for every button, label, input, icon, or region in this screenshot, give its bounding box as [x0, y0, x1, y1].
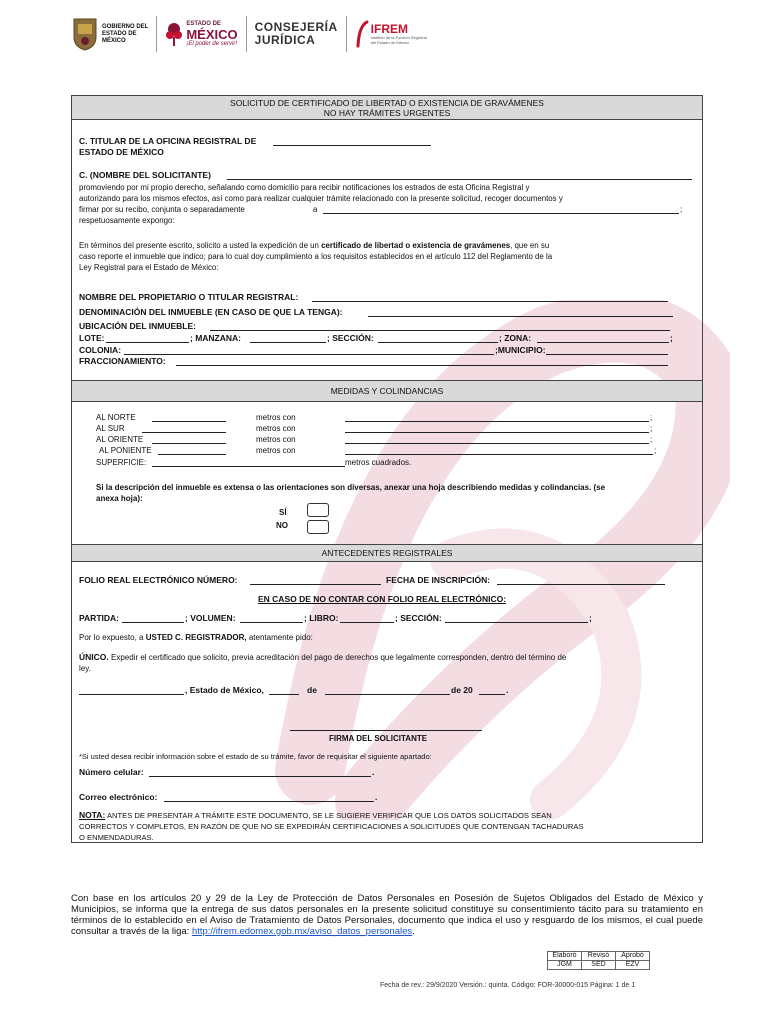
sur-label: AL SUR	[96, 424, 125, 433]
expuesto-registrador: USTED C. REGISTRADOR,	[145, 633, 247, 642]
poniente-field[interactable]	[158, 454, 226, 455]
info-note: *Si usted desea recibir información sobre el estado de su trámite, favor de requisitar el siguiente apartado:	[79, 752, 432, 761]
lote-field[interactable]	[106, 342, 189, 343]
terms-line3: Ley Registral para el Estado de México:	[79, 263, 219, 272]
ubicacion-field[interactable]	[210, 330, 670, 331]
sin-folio-heading: EN CASO DE NO CONTAR CON FOLIO REAL ELECTRÓNICO:	[258, 594, 507, 604]
aprobo-value: EZV	[616, 961, 650, 970]
unico-line1	[79, 652, 566, 663]
poniente-label: AL PONIENTE	[99, 446, 152, 455]
lote-label: LOTE:	[79, 333, 105, 343]
oriente-metros-con: metros con	[256, 435, 296, 444]
consejeria-line1: CONSEJERÍA	[254, 20, 338, 34]
request-form	[71, 95, 703, 843]
solicitante-field[interactable]	[227, 179, 692, 180]
seccion-field[interactable]	[378, 342, 498, 343]
aprobo-header: Aprobó	[616, 952, 650, 961]
gob-line3: MÉXICO	[102, 37, 126, 44]
manzana-label: ; MANZANA:	[190, 333, 241, 343]
fecha-end: .	[506, 685, 509, 695]
ifrem-name: IFREM	[370, 22, 409, 36]
norte-field[interactable]	[152, 421, 226, 422]
coat-of-arms-icon	[72, 17, 98, 51]
terms-line1-c: , que en su	[510, 241, 550, 250]
metros-cuadrados-label: metros cuadrados.	[345, 458, 412, 467]
expuesto-line	[79, 632, 313, 643]
gob-line1: GOBIERNO DEL	[102, 23, 149, 30]
terms-line1-a: En términos del presente escrito, solicito a usted la expedición de un	[79, 241, 319, 250]
privacy-link[interactable]: http://ifrem.edomex.gob.mx/aviso_datos_personales	[191, 926, 413, 937]
superficie-field[interactable]	[152, 466, 345, 467]
ifrem-subtitle: Instituto de la Función Registral del Estado de México	[370, 35, 427, 45]
titular-label: C. TITULAR DE LA OFICINA REGISTRAL DE	[79, 136, 257, 146]
celular-label: Número celular:	[79, 767, 144, 777]
nota-line3: O ENMENDADURAS.	[79, 833, 154, 842]
seccion2-end: ;	[589, 613, 592, 623]
unico-text: Expedir el certificado que solicito, previa acreditación del pago de derechos que legalmente corresponden, dentro del término de	[110, 653, 567, 662]
header-divider	[346, 16, 347, 52]
propietario-label: NOMBRE DEL PROPIETARIO O TITULAR REGISTRAL:	[79, 292, 299, 302]
oriente-field[interactable]	[152, 443, 226, 444]
libro-label: ; LIBRO:	[304, 613, 339, 623]
dia-field[interactable]	[269, 694, 299, 695]
header-divider	[246, 16, 247, 52]
privacy-notice	[71, 893, 703, 937]
estado-big: MÉXICO	[186, 27, 238, 42]
volumen-label: ; VOLUMEN:	[185, 613, 236, 623]
consejeria-logo	[255, 21, 338, 47]
expuesto-c: atentamente pido:	[248, 633, 313, 642]
extensa-line1: Si la descripción del inmueble es extensa o las orientaciones son diversas, anexar una hoja describiendo medidas y colindancias. (se	[96, 483, 606, 492]
gob-line2: ESTADO DE	[102, 30, 137, 37]
firma-field[interactable]	[290, 730, 482, 731]
privacy-end: .	[412, 926, 415, 937]
sur-end: ;	[650, 424, 653, 433]
ubicacion-label: UBICACIÓN DEL INMUEBLE:	[79, 321, 196, 331]
form-title-line2: NO HAY TRÁMITES URGENTES	[323, 108, 451, 118]
terms-line1	[79, 240, 549, 251]
no-checkbox[interactable]	[307, 520, 329, 534]
estado-mexico-label: , Estado de México,	[185, 685, 264, 695]
form-title-line1: SOLICITUD DE CERTIFICADO DE LIBERTAD O EXISTENCIA DE GRAVÁMENES	[230, 98, 544, 108]
correo-end: .	[375, 792, 378, 802]
norte-colindancia-field[interactable]	[345, 421, 649, 422]
intro-line2: autorizando para los mismos efectos, así como para realizar cualquier trámite relacionado con la presente solicitud, recoger documentos y	[79, 194, 563, 203]
zona-field[interactable]	[537, 342, 669, 343]
propietario-field[interactable]	[312, 301, 668, 302]
fraccionamiento-label: FRACCIONAMIENTO:	[79, 356, 166, 366]
manzana-field[interactable]	[250, 342, 326, 343]
municipio-label: ;MUNICIPIO:	[495, 345, 546, 355]
ifrem-mark-icon	[355, 20, 369, 48]
sur-field[interactable]	[142, 432, 226, 433]
seccion-label: ; SECCIÓN:	[327, 333, 374, 343]
libro-field[interactable]	[340, 622, 394, 623]
oriente-label: AL ORIENTE	[96, 435, 144, 444]
oriente-colindancia-field[interactable]	[345, 443, 649, 444]
seccion2-field[interactable]	[445, 622, 588, 623]
nota-label: NOTA:	[79, 810, 106, 820]
gobierno-logo	[72, 17, 148, 51]
oriente-end: ;	[650, 435, 653, 444]
seccion2-label: ; SECCIÓN:	[395, 613, 442, 623]
fraccionamiento-field[interactable]	[176, 365, 668, 366]
partida-field[interactable]	[122, 622, 184, 623]
estado-logo	[165, 21, 237, 47]
privacy-text: Con base en los artículos 20 y 29 de la Ley de Protección de Datos Personales en Posesión de Sujetos Obligados del Estado de México y Municipios, se informa que la entrega de sus datos personales en la presente solicitud constituye su consentimiento tácito para su tratamiento en términos de lo establecido en el Aviso de Tratamiento de Datos Personales, documento que indica el uso y resguardo de los mismos, el cual puede consultar a través de la liga:	[71, 893, 703, 937]
correo-label: Correo electrónico:	[79, 792, 158, 802]
si-label: SÍ	[279, 508, 287, 517]
antecedentes-section-title: ANTECEDENTES REGISTRALES	[72, 544, 702, 562]
partida-label: PARTIDA:	[79, 613, 119, 623]
intro-line1: promoviendo por mi propio derecho, señalando como domicilio para recibir notificaciones los estrados de esta Oficina Registral y	[79, 183, 530, 192]
norte-label: AL NORTE	[96, 413, 136, 422]
header-divider	[156, 16, 157, 52]
intro-line3-a: a	[313, 205, 318, 214]
header-logos	[72, 14, 433, 54]
mes-field[interactable]	[325, 694, 450, 695]
folio-label: FOLIO REAL ELECTRÓNICO NÚMERO:	[79, 575, 238, 585]
terms-line2: caso reporte el inmueble que indico; para lo cual doy cumplimiento a los requisitos establecidos en el artículo 112 del Reglamento de la	[79, 252, 553, 261]
volumen-field[interactable]	[240, 622, 303, 623]
elaboro-value: JGM	[548, 961, 582, 970]
approval-table	[547, 951, 650, 970]
estado-small: ESTADO DE	[186, 21, 221, 27]
unico-label: ÚNICO.	[79, 652, 109, 662]
municipio-field[interactable]	[546, 354, 668, 355]
unico-line2: ley.	[79, 664, 91, 673]
correo-field[interactable]	[164, 801, 374, 802]
solicitante-label: C. (NOMBRE DEL SOLICITANTE)	[79, 170, 211, 180]
nota-text1: ANTES DE PRESENTAR A TRÁMITE ESTE DOCUMENTO, SE LE SUGIERE VERIFICAR QUE LOS DATOS SOLICITADOS SEAN	[106, 811, 552, 820]
intro-line3-end: ;	[680, 205, 683, 214]
sur-colindancia-field[interactable]	[345, 432, 649, 433]
fecha-inscripcion-label: FECHA DE INSCRIPCIÓN:	[386, 575, 491, 585]
medidas-section-title: MEDIDAS Y COLINDANCIAS	[72, 380, 702, 402]
norte-metros-con: metros con	[256, 413, 296, 422]
oficina-registral-field[interactable]	[273, 145, 431, 146]
terms-certificate: certificado de libertad o existencia de gravámenes	[321, 241, 511, 250]
estado-slogan: ¡El poder de servir!	[186, 41, 238, 47]
firma-label: FIRMA DEL SOLICITANTE	[329, 734, 428, 743]
sur-metros-con: metros con	[256, 424, 296, 433]
poniente-colindancia-field[interactable]	[345, 454, 653, 455]
de-label: de	[307, 685, 317, 695]
denominacion-field[interactable]	[368, 316, 673, 317]
norte-end: ;	[650, 413, 653, 422]
folio-field[interactable]	[250, 584, 381, 585]
ifrem-logo	[355, 20, 433, 48]
superficie-label: SUPERFICIE:	[96, 458, 147, 467]
reviso-value: SED	[582, 961, 616, 970]
zona-label: ; ZONA:	[499, 333, 532, 343]
denominacion-label: DENOMINACIÓN DEL INMUEBLE (EN CASO DE QUE LA TENGA):	[79, 307, 343, 317]
celular-field[interactable]	[149, 776, 371, 777]
elaboro-header: Elaboró	[548, 952, 582, 961]
anio-field[interactable]	[479, 694, 505, 695]
celular-end: .	[372, 767, 375, 777]
de20-label: de 20	[451, 685, 473, 695]
expuesto-a: Por lo expuesto, a	[79, 633, 144, 642]
autorizado-field[interactable]	[323, 213, 679, 214]
poniente-end: ;	[654, 446, 657, 455]
poniente-metros-con: metros con	[256, 446, 296, 455]
extensa-line2: anexa hoja):	[96, 494, 143, 503]
reviso-header: Revisó	[582, 952, 616, 961]
no-label: NO	[276, 521, 288, 530]
estado-flower-icon	[165, 21, 183, 47]
si-checkbox[interactable]	[307, 503, 329, 517]
colonia-label: COLONIA:	[79, 345, 122, 355]
form-title	[72, 96, 702, 120]
estado-label: ESTADO DE MÉXICO	[79, 147, 164, 157]
nota-line2: CORRECTOS Y COMPLETOS, EN RAZÓN DE QUE NO SE EXPEDIRÁN CERTIFICACIONES A SOLICITUDES QUE CONTENGAN TACHADURAS	[79, 822, 584, 831]
fecha-inscripcion-field[interactable]	[497, 584, 665, 585]
intro-line4: respetuosamente expongo:	[79, 216, 175, 225]
intro-line3: firmar por su recibo, conjunta o separadamente	[79, 205, 245, 214]
consejeria-line2: JURÍDICA	[254, 33, 316, 47]
colonia-field[interactable]	[124, 354, 494, 355]
zona-end: ;	[670, 333, 673, 343]
nota-line1	[79, 810, 552, 821]
revision-info: Fecha de rev.: 29/9/2020 Versión.: quinta. Código: FOR-30000-015 Página: 1 de 1	[380, 982, 636, 989]
lugar-field[interactable]	[79, 694, 184, 695]
